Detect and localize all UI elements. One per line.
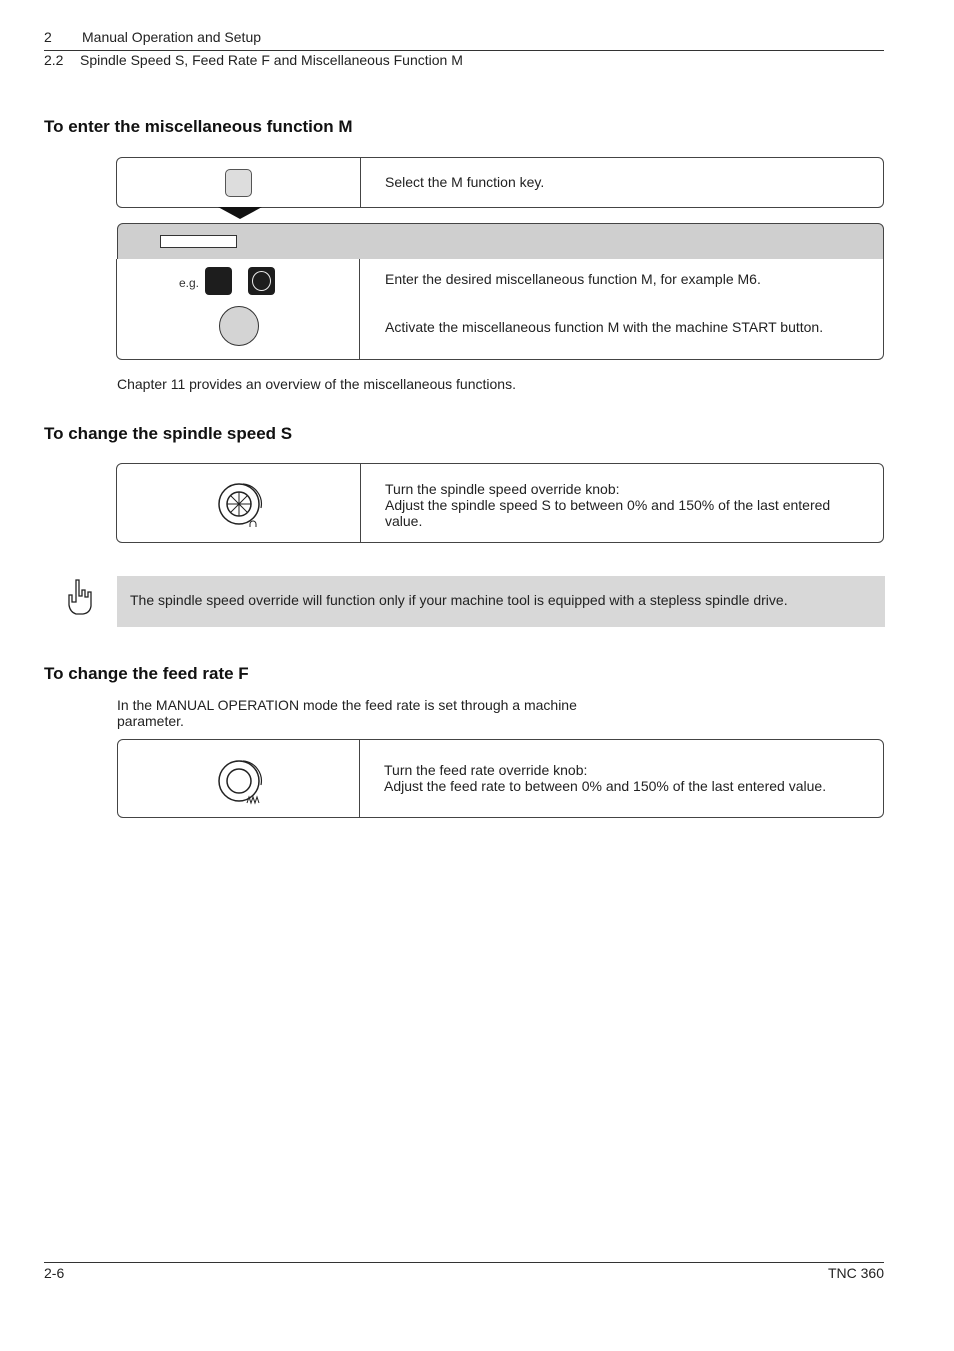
heading-misc-function: To enter the miscellaneous function M xyxy=(44,117,353,136)
spindle-override-knob-icon xyxy=(213,478,269,530)
spindle-line-1: Turn the spindle speed override knob: xyxy=(385,481,620,497)
note-text: The spindle speed override will function only if your machine tool is equipped with a stepless spindle drive. xyxy=(130,592,788,608)
header-rule xyxy=(44,50,884,51)
machine-start-button-icon xyxy=(219,306,259,346)
screen-dialog-bar xyxy=(117,223,884,260)
step-box-m-key xyxy=(116,157,884,208)
header-chapter-number: 2 xyxy=(44,29,52,45)
footer-rule xyxy=(44,1262,884,1263)
step-box-spindle xyxy=(116,463,884,543)
feed-intro-line-1: In the MANUAL OPERATION mode the feed rate is set through a machine xyxy=(117,697,577,713)
note-box xyxy=(117,576,885,627)
header-section-title: Spindle Speed S, Feed Rate F and Miscellaneous Function M xyxy=(80,52,463,68)
step-box-feed xyxy=(117,739,884,818)
footer-page-number: 2-6 xyxy=(44,1265,65,1281)
feed-intro-line-2: parameter. xyxy=(117,713,184,729)
feed-line-2: Adjust the feed rate to between 0% and 150% of the last entered value. xyxy=(384,778,827,794)
feed-override-knob-icon xyxy=(213,755,269,807)
step-activate-m: Activate the miscellaneous function M with the machine START button. xyxy=(385,319,824,335)
footnote-chapter-11: Chapter 11 provides an overview of the miscellaneous functions. xyxy=(117,376,516,392)
header-chapter-title: Manual Operation and Setup xyxy=(82,29,262,45)
eg-label: e.g. xyxy=(179,276,200,290)
pointing-hand-icon xyxy=(66,578,94,616)
spindle-line-3: value. xyxy=(385,513,423,529)
heading-feed-rate: To change the feed rate F xyxy=(44,664,249,683)
spindle-line-2: Adjust the spindle speed S to between 0% and 150% of the last entered xyxy=(385,497,831,513)
footer-model: TNC 360 xyxy=(827,1265,884,1281)
step-enter-m: Enter the desired miscellaneous function M, for example M6. xyxy=(385,271,761,287)
step-box-m-entry xyxy=(116,259,884,360)
m-function-key-icon xyxy=(225,169,252,197)
step-select-m-key: Select the M function key. xyxy=(385,174,545,190)
feed-line-1: Turn the feed rate override knob: xyxy=(384,762,588,778)
down-arrow-icon xyxy=(218,207,262,220)
header-section-number: 2.2 xyxy=(44,52,64,68)
digit-key-icon xyxy=(205,267,232,295)
input-field-placeholder xyxy=(160,235,237,248)
heading-spindle-speed: To change the spindle speed S xyxy=(44,424,293,443)
digit-key-icon xyxy=(248,267,275,295)
